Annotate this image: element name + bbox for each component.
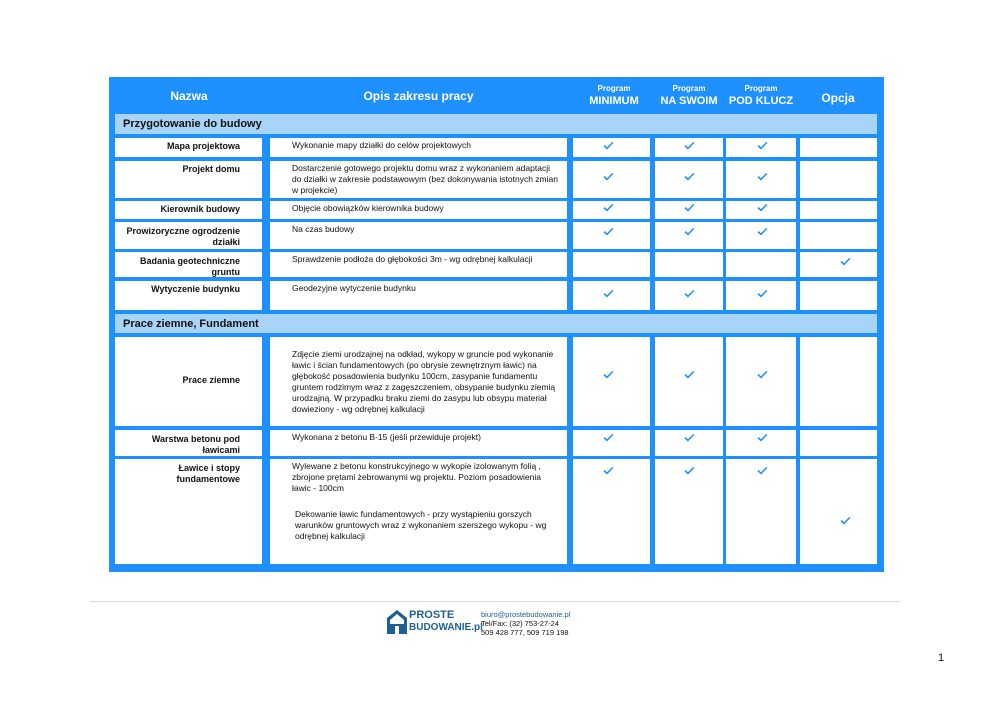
row-name: Prowizoryczne ogrodzenie działki — [115, 222, 262, 249]
check-cell — [573, 252, 650, 277]
header-program-na-swoim: Program NA SWOIM — [660, 84, 718, 108]
checkmark-icon — [603, 228, 614, 236]
checkmark-icon — [757, 467, 768, 475]
checkmark-icon — [840, 258, 851, 266]
check-cell — [800, 281, 877, 310]
row-name: Badania geotechniczne gruntu — [115, 252, 262, 277]
header-option: Opcja — [821, 91, 855, 105]
checkmark-icon — [603, 290, 614, 298]
checkmark-icon — [757, 142, 768, 150]
row-description — [270, 430, 567, 456]
checkmark-icon — [684, 142, 695, 150]
header-name: Nazwa — [170, 89, 208, 103]
row-description-text: Objęcie obowiązków kierownika budowy — [292, 203, 444, 213]
row-description — [270, 281, 567, 310]
row-description-text: Wykonanie mapy działki do celów projektowych — [292, 140, 471, 150]
row-description-text: Wykonana z betonu B-15 (jeśli przewiduje projekt) — [292, 432, 481, 442]
header-program-minimum: Program MINIMUM — [589, 84, 639, 108]
check-cell — [655, 252, 723, 277]
row-name: Mapa projektowa — [115, 138, 262, 157]
row-name: Warstwa betonu pod ławicami — [115, 430, 262, 456]
checkmark-icon — [757, 173, 768, 181]
row-description — [270, 337, 567, 426]
check-cell — [800, 430, 877, 456]
checkmark-icon — [757, 204, 768, 212]
row-description-text: Na czas budowy — [292, 224, 355, 234]
row-description-text: Geodezyjne wytyczenie budynku — [292, 283, 416, 293]
checkmark-icon — [603, 371, 614, 379]
checkmark-icon — [603, 467, 614, 475]
check-cell — [800, 161, 877, 198]
check-cell — [726, 337, 796, 426]
contact-phone: Tel/Fax: (32) 753-27-24 — [481, 619, 559, 628]
row-name: Ławice i stopy fundamentowe — [115, 459, 262, 564]
section-title: Prace ziemne, Fundament — [115, 314, 877, 333]
house-logo-icon — [387, 610, 407, 634]
check-cell — [800, 222, 877, 249]
checkmark-icon — [684, 290, 695, 298]
row-description — [270, 161, 567, 198]
row-description-text: Dostarczenie gotowego projektu domu wraz z wykonaniem adaptacji do działki w zakresie podstawowym (bez dokonywania istotnych zmian w projekcie) — [292, 163, 558, 195]
row-description — [270, 138, 567, 157]
checkmark-icon — [757, 371, 768, 379]
checkmark-icon — [684, 173, 695, 181]
contact-mobile: 509 428 777, 509 719 198 — [481, 628, 569, 637]
header-program-pod-klucz: Program POD KLUCZ — [728, 84, 794, 108]
row-description-text-secondary: Dekowanie ławic fundamentowych - przy wystąpieniu gorszych warunków gruntowych wraz z wykonaniem szerszego wykopu - wg odrębnej kalkulacji — [295, 509, 547, 541]
checkmark-icon — [684, 204, 695, 212]
checkmark-icon — [757, 434, 768, 442]
row-description — [270, 252, 567, 277]
checkmark-icon — [840, 517, 851, 525]
row-name: Projekt domu — [115, 161, 262, 198]
checkmark-icon — [603, 142, 614, 150]
check-cell — [573, 337, 650, 426]
check-cell — [800, 252, 877, 277]
check-cell — [655, 337, 723, 426]
checkmark-icon — [603, 173, 614, 181]
row-description — [270, 222, 567, 249]
check-cell — [800, 337, 877, 426]
checkmark-icon — [684, 371, 695, 379]
row-name: Kierownik budowy — [115, 201, 262, 219]
checkmark-icon — [757, 228, 768, 236]
row-description — [270, 201, 567, 219]
logo-text: PROSTE — [409, 609, 455, 621]
row-description-text: Zdjęcie ziemi urodzajnej na odkład, wykopy w gruncie pod wykonanie ławic i ścian fundamentowych (po obrysie zewnętrznym ławic) na głębokość posadowienia budynku 100cm, zasypanie fundamentu gruntem rodzimym wraz z zagęszczeniem, obsypanie budynku ziemią urodzajną. W przypadku braku ziemi do zasypu lub obsypu materiał dowieziony - wg odrębnej kalkulacji — [292, 349, 556, 414]
row-description-text: Wylewane z betonu konstrukcyjnego w wykopie izolowanym folią , zbrojone prętami żebrowanymi wg projektu. Poziom posadowienia ławic - 100cm — [292, 461, 541, 493]
checkmark-icon — [757, 290, 768, 298]
check-cell — [800, 459, 877, 564]
row-name: Prace ziemne — [115, 337, 262, 426]
contact-email: biuro@prostebudowanie.pl — [481, 610, 571, 619]
check-cell — [800, 138, 877, 157]
checkmark-icon — [603, 204, 614, 212]
checkmark-icon — [684, 228, 695, 236]
footer-divider — [90, 601, 900, 602]
logo-subtext: BUDOWANIE.pl — [409, 622, 483, 633]
checkmark-icon — [684, 467, 695, 475]
checkmark-icon — [603, 434, 614, 442]
header-description: Opis zakresu pracy — [363, 89, 474, 103]
row-description — [270, 459, 567, 564]
page-number: 1 — [938, 652, 945, 664]
contact-info — [481, 610, 570, 637]
section-title: Przygotowanie do budowy — [115, 114, 877, 134]
row-description-text: Sprawdzenie podłoża do głębokości 3m - wg odrębnej kalkulacji — [292, 254, 533, 264]
check-cell — [800, 201, 877, 219]
check-cell — [726, 252, 796, 277]
row-name: Wytyczenie budynku — [115, 281, 262, 310]
checkmark-icon — [684, 434, 695, 442]
